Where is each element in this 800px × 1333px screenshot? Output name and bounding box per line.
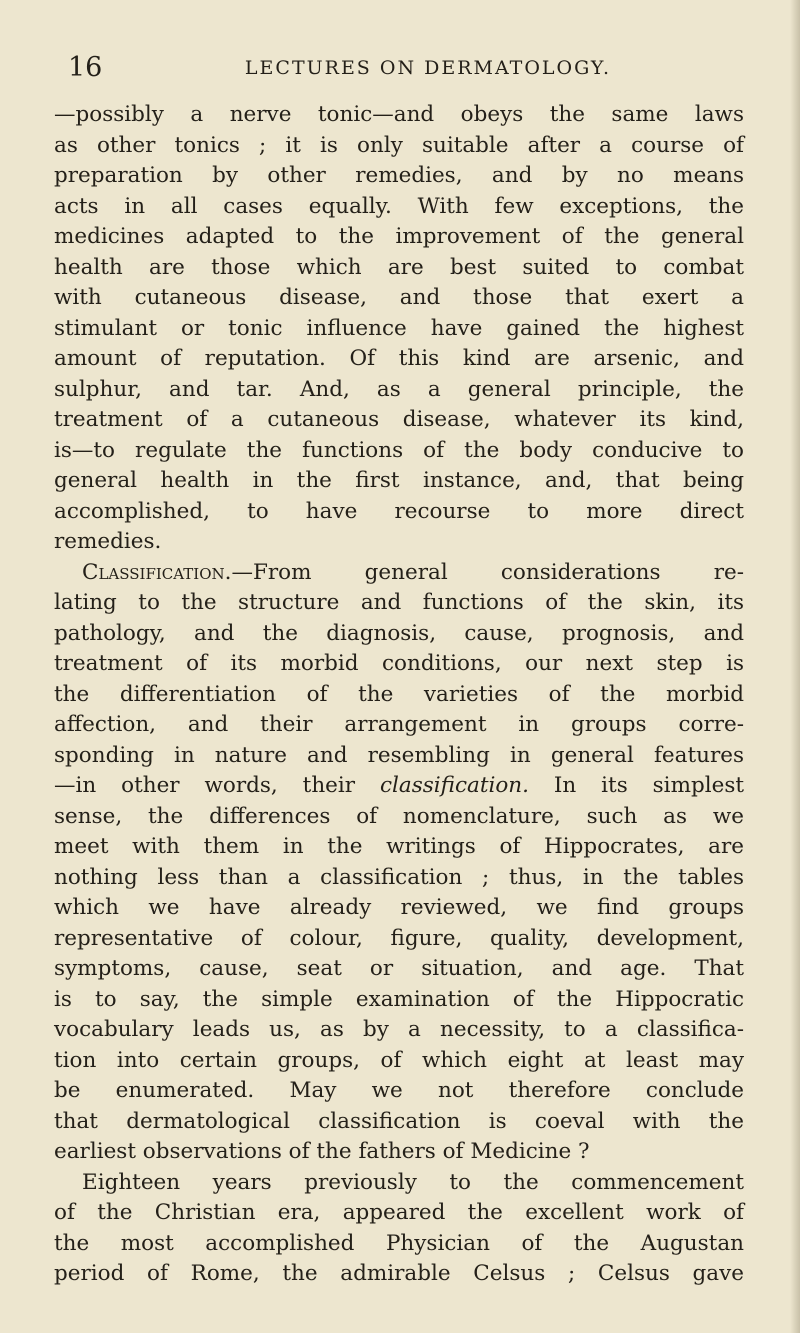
text-line: tion into certain groups, of which eight at least may [54, 1047, 744, 1073]
text-line: the most accomplished Physician of the Augustan [54, 1230, 744, 1256]
text-line: which we have already reviewed, we find groups [54, 895, 744, 920]
text-line: general health in the first instance, and, that being [54, 468, 744, 493]
text-line: medicines adapted to the improvement of the general [54, 224, 744, 249]
page-number: 16 [68, 52, 103, 83]
text-line: that dermatological classification is coeval with the [54, 1108, 744, 1134]
text-line: period of Rome, the admirable Celsus ; Celsus gave [54, 1261, 744, 1286]
text-line: treatment of its morbid conditions, our next step is [54, 651, 744, 676]
body-text [54, 100, 744, 1290]
text-line: acts in all cases equally. With few exceptions, the [54, 193, 744, 219]
text-line: nothing less than a classification ; thus, in the tables [54, 864, 744, 890]
text-line: with cutaneous disease, and those that exert a [54, 285, 744, 310]
text-line: representative of colour, figure, quality, development, [54, 925, 744, 951]
text-line: symptoms, cause, seat or situation, and age. That [54, 956, 744, 981]
text-line: the differentiation of the varieties of the morbid [54, 681, 744, 707]
text-line: accomplished, to have recourse to more direct [54, 498, 744, 524]
text-line: vocabulary leads us, as by a necessity, to a classifica- [54, 1017, 744, 1042]
text-line: sulphur, and tar. And, as a general principle, the [54, 376, 744, 402]
text-line: sponding in nature and resembling in general features [54, 742, 744, 768]
text-line: —in other words, their classification. In its simplest [54, 773, 744, 798]
text-line: affection, and their arrangement in groups corre- [54, 712, 744, 737]
page-edge-shadow [790, 0, 800, 1333]
text-line: is—to regulate the functions of the body conducive to [54, 437, 744, 463]
text-line: pathology, and the diagnosis, cause, prognosis, and [54, 620, 744, 646]
text-line: as other tonics ; it is only suitable after a course of [54, 132, 744, 158]
text-line: preparation by other remedies, and by no means [54, 163, 744, 188]
text-line: lating to the structure and functions of the skin, its [54, 590, 744, 615]
text-line: is to say, the simple examination of the Hippocratic [54, 986, 744, 1012]
text-line: Eighteen years previously to the commencement [82, 1169, 744, 1195]
text-line: of the Christian era, appeared the excellent work of [54, 1200, 744, 1225]
text-line: stimulant or tonic influence have gained the highest [54, 315, 744, 341]
section-heading: Classification. [82, 559, 232, 585]
text-line: —possibly a nerve tonic—and obeys the same laws [54, 102, 744, 127]
italic-term: classification. [379, 773, 529, 798]
section-heading-line: Classification.—From general considerations re- [82, 559, 744, 585]
running-head [68, 50, 748, 86]
text-line: sense, the differences of nomenclature, such as we [54, 803, 744, 829]
text-line: amount of reputation. Of this kind are arsenic, and [54, 346, 744, 371]
text-line: health are those which are best suited to combat [54, 254, 744, 280]
running-title: LECTURES ON DERMATOLOGY. [244, 57, 612, 79]
text-line: earliest observations of the fathers of Medicine ? [54, 1139, 590, 1164]
text-line: remedies. [54, 529, 162, 554]
text-line: be enumerated. May we not therefore conclude [54, 1078, 744, 1103]
text-line: treatment of a cutaneous disease, whatever its kind, [54, 407, 744, 432]
text-line: meet with them in the writings of Hippocrates, are [54, 834, 744, 859]
